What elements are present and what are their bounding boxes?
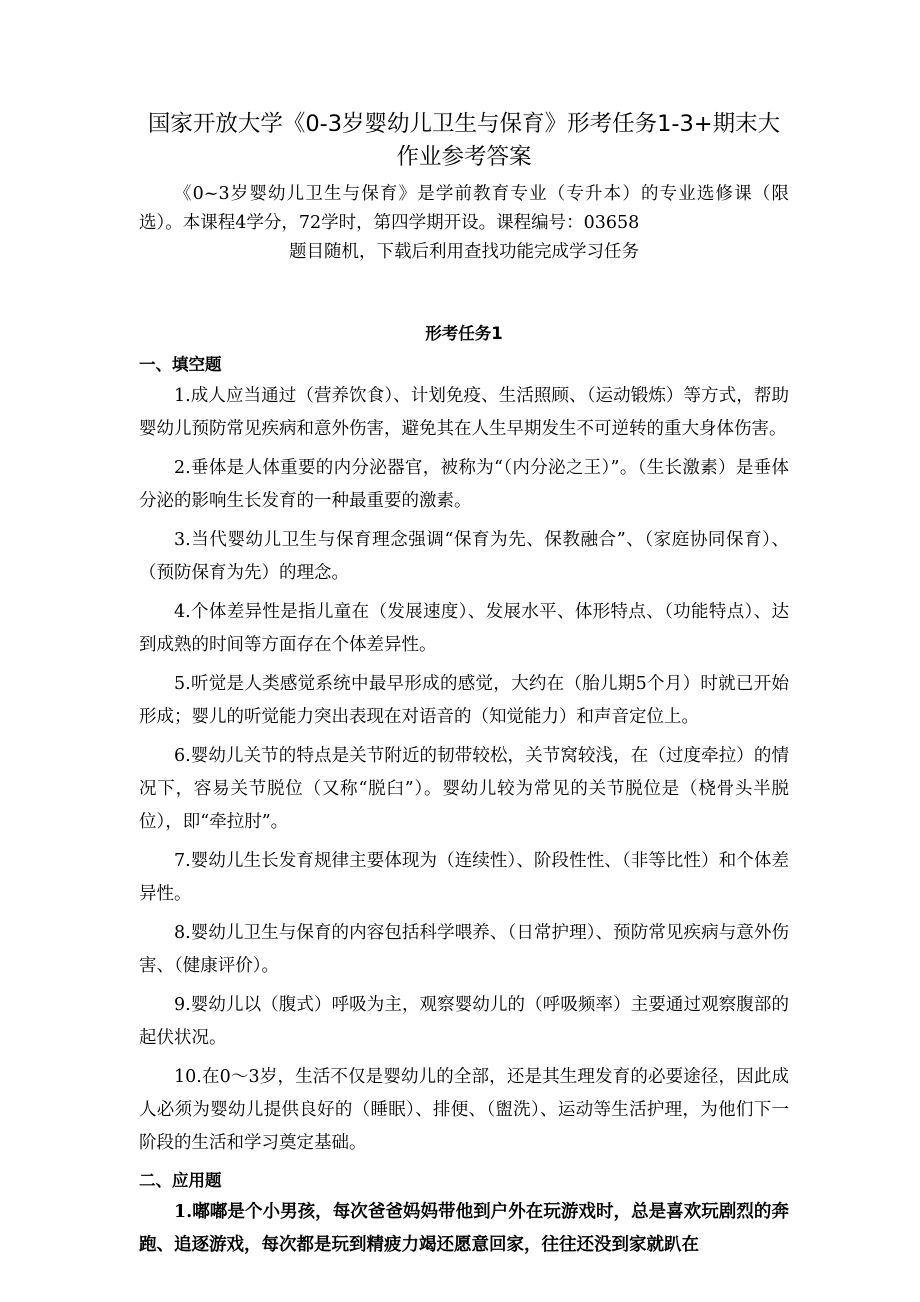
question-item: 4.个体差异性是指儿童在（发展速度）、发展水平、体形特点、（功能特点）、达到成熟的时间等方面存在个体差异性。	[139, 602, 789, 655]
question-item: 5.听觉是人类感觉系统中最早形成的感觉，大约在（胎儿期5个月）时就已开始形成；婴儿的听觉能力突出表现在对语音的（知觉能力）和声音定位上。	[139, 674, 789, 727]
part-heading-application: 二、应用题	[139, 1171, 222, 1190]
task-notice: 题目随机，下载后利用查找功能完成学习任务	[289, 242, 639, 262]
question-item: 3.当代婴幼儿卫生与保育理念强调“保育为先、保教融合”、（家庭协同保育）、（预防保育为先）的理念。	[139, 530, 789, 583]
question-item: 6.婴幼儿关节的特点是关节附近的韧带较松，关节窝较浅，在（过度牵拉）的情况下，容易关节脱位（又称“脱臼”）。婴幼儿较为常见的关节脱位是（桡骨头半脱位），即“牵拉肘”。	[139, 746, 789, 832]
application-question: 1.嘟嘟是个小男孩，每次爸爸妈妈带他到户外在玩游戏时，总是喜欢玩剧烈的奔跑、追逐游戏，每次都是玩到精疲力竭还愿意回家，往往还没到家就趴在	[139, 1202, 789, 1255]
question-item: 8.婴幼儿卫生与保育的内容包括科学喂养、（日常护理）、预防常见疾病与意外伤害、（健康评价）。	[139, 923, 789, 976]
question-item: 1.成人应当通过（营养饮食）、计划免疫、生活照顾、（运动锻炼）等方式，帮助婴幼儿预防常见疾病和意外伤害，避免其在人生早期发生不可逆转的重大身体伤害。	[139, 386, 789, 439]
part-heading-fill-in: 一、填空题	[139, 355, 222, 374]
document-content	[139, 108, 789, 1268]
document-title: 国家开放大学《0-3岁婴幼儿卫生与保育》形考任务1-3+期末大作业参考答案	[147, 111, 781, 170]
section-title-task1: 形考任务1	[425, 324, 503, 343]
question-item: 7.婴幼儿生长发育规律主要体现为（连续性）、阶段性性、（非等比性）和个体差异性。	[139, 851, 789, 904]
question-item: 10.在0～3岁，生活不仅是婴幼儿的全部，还是其生理发育的必要途径，因此成人必须为婴幼儿提供良好的（睡眠）、排便、（盥洗）、运动等生活护理，为他们下一阶段的生活和学习奠定基础。	[139, 1067, 789, 1153]
question-item: 2.垂体是人体重要的内分泌器官，被称为“（内分泌之王）”。（生长激素）是垂体分泌的影响生长发育的一种最重要的激素。	[139, 458, 789, 511]
question-item: 9.婴幼儿以（腹式）呼吸为主，观察婴幼儿的（呼吸频率）主要通过观察腹部的起伏状况。	[139, 995, 789, 1048]
course-intro: 《0~3岁婴幼儿卫生与保育》是学前教育专业（专升本）的专业选修课（限选）。本课程4学分，72学时，第四学期开设。课程编号：03658	[139, 184, 789, 233]
